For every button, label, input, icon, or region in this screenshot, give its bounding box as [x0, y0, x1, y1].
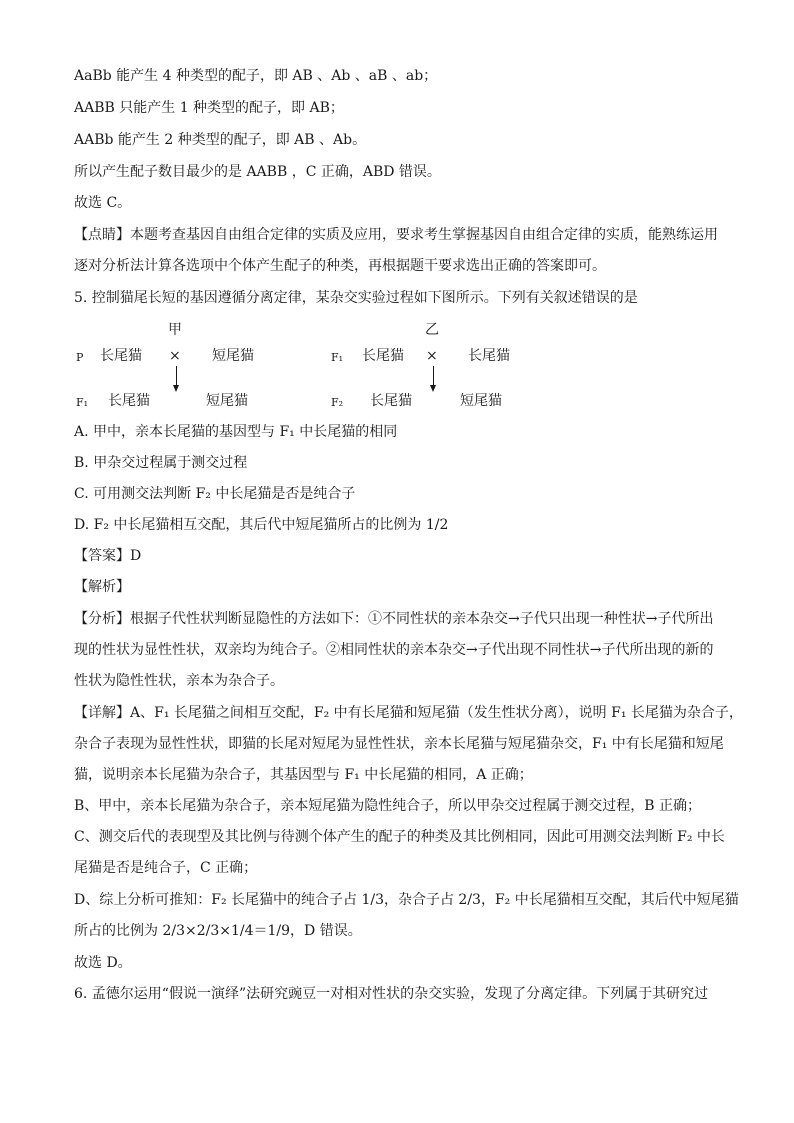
option-d: D. F₂ 中长尾猫相互交配，其后代中短尾猫所占的比例为 1/2 — [74, 517, 449, 533]
detail-line: 猫，说明亲本长尾猫为杂合子，其基因型与 F₁ 中长尾猫的相同，A 正确； — [74, 767, 533, 783]
label-jia: 甲 — [168, 322, 182, 338]
answer: 【答案】D — [74, 548, 142, 564]
label-p: P — [76, 351, 84, 364]
text-line: AABb 能产生 2 种类型的配子，即 AB 、Ab。 — [74, 132, 367, 148]
label-f2: F₂ — [331, 396, 344, 409]
detail-line: 故选 D。 — [74, 955, 132, 971]
option-c: C. 可用测交法判断 F₂ 中长尾猫是否是纯合子 — [74, 486, 356, 502]
parent-long-cat: 长尾猫 — [100, 348, 142, 364]
option-a: A. 甲中，亲本长尾猫的基因型与 F₁ 中长尾猫的相同 — [74, 424, 398, 440]
analysis-title: 【解析】 — [74, 579, 130, 595]
offspring-long-cat: 长尾猫 — [108, 393, 150, 409]
question-6-stem: 6. 孟德尔运用“假说一演绎”法研究豌豆一对相对性状的杂交实验，发现了分离定律。下列属于其研究过 — [74, 986, 709, 1002]
arrow-down-icon — [176, 366, 177, 386]
analysis-line: 现的性状为显性性状，双亲均为纯合子。②相同性状的亲本杂交→子代出现不同性状→子代所出现的新的 — [74, 642, 714, 658]
text-line: AaBb 能产生 4 种类型的配子，即 AB 、Ab 、aB 、ab； — [74, 68, 438, 84]
cross-symbol: × — [426, 348, 438, 364]
offspring-short-cat: 短尾猫 — [206, 393, 248, 409]
text-line: 故选 C。 — [74, 195, 132, 211]
detail-line: C、测交后代的表现型及其比例与待测个体产生的配子的种类及其比例相同，因此可用测交法判断 F₂ 中长 — [74, 829, 725, 845]
text-line: AABB 只能产生 1 种类型的配子，即 AB； — [74, 100, 344, 116]
text-line: 所以产生配子数目最少的是 AABB ，C 正确，ABD 错误。 — [74, 164, 441, 180]
detail-line: 【详解】A、F₁ 长尾猫之间相互交配，F₂ 中有长尾猫和短尾猫（发生性状分离），说明 F₁ 长尾猫为杂合子， — [74, 705, 743, 721]
tip-paragraph: 【点睛】本题考查基因自由组合定律的实质及应用，要求考生掌握基因自由组合定律的实质，能熟练运用 — [74, 227, 718, 243]
offspring-short-cat: 短尾猫 — [460, 393, 502, 409]
label-f1: F₁ — [331, 351, 344, 364]
tip-paragraph: 逐对分析法计算各选项中个体产生配子的种类，再根据题干要求选出正确的答案即可。 — [74, 258, 606, 274]
detail-line: 尾猫是否是纯合子，C 正确； — [74, 860, 258, 876]
detail-line: 杂合子表现为显性性状，即猫的长尾对短尾为显性性状，亲本长尾猫与短尾猫杂交，F₁ 中有长尾猫和短尾 — [74, 736, 724, 752]
detail-line: 所占的比例为 2/3×2/3×1/4＝1/9，D 错误。 — [74, 923, 362, 939]
f1-long-cat: 长尾猫 — [362, 348, 404, 364]
label-yi: 乙 — [425, 322, 439, 338]
detail-line: D、综上分析可推知：F₂ 长尾猫中的纯合子占 1/3，杂合子占 2/3，F₂ 中长尾猫相互交配，其后代中短尾猫 — [74, 892, 739, 908]
question-5-stem: 5. 控制猫尾长短的基因遵循分离定律，某杂交实验过程如下图所示。下列有关叙述错误的是 — [74, 290, 638, 306]
option-b: B. 甲杂交过程属于测交过程 — [74, 455, 248, 471]
detail-line: B、甲中，亲本长尾猫为杂合子，亲本短尾猫为隐性纯合子，所以甲杂交过程属于测交过程，B 正确； — [74, 798, 702, 814]
cross-symbol: × — [169, 348, 181, 364]
analysis-line: 性状为隐性性状，亲本为杂合子。 — [74, 673, 284, 689]
f1-long-cat: 长尾猫 — [468, 348, 510, 364]
offspring-long-cat: 长尾猫 — [370, 393, 412, 409]
label-f1: F₁ — [76, 396, 89, 409]
arrow-down-icon — [433, 366, 434, 386]
parent-short-cat: 短尾猫 — [212, 348, 254, 364]
analysis-line: 【分析】根据子代性状判断显隐性的方法如下：①不同性状的亲本杂交→子代只出现一种性状→子代所出 — [74, 611, 714, 627]
